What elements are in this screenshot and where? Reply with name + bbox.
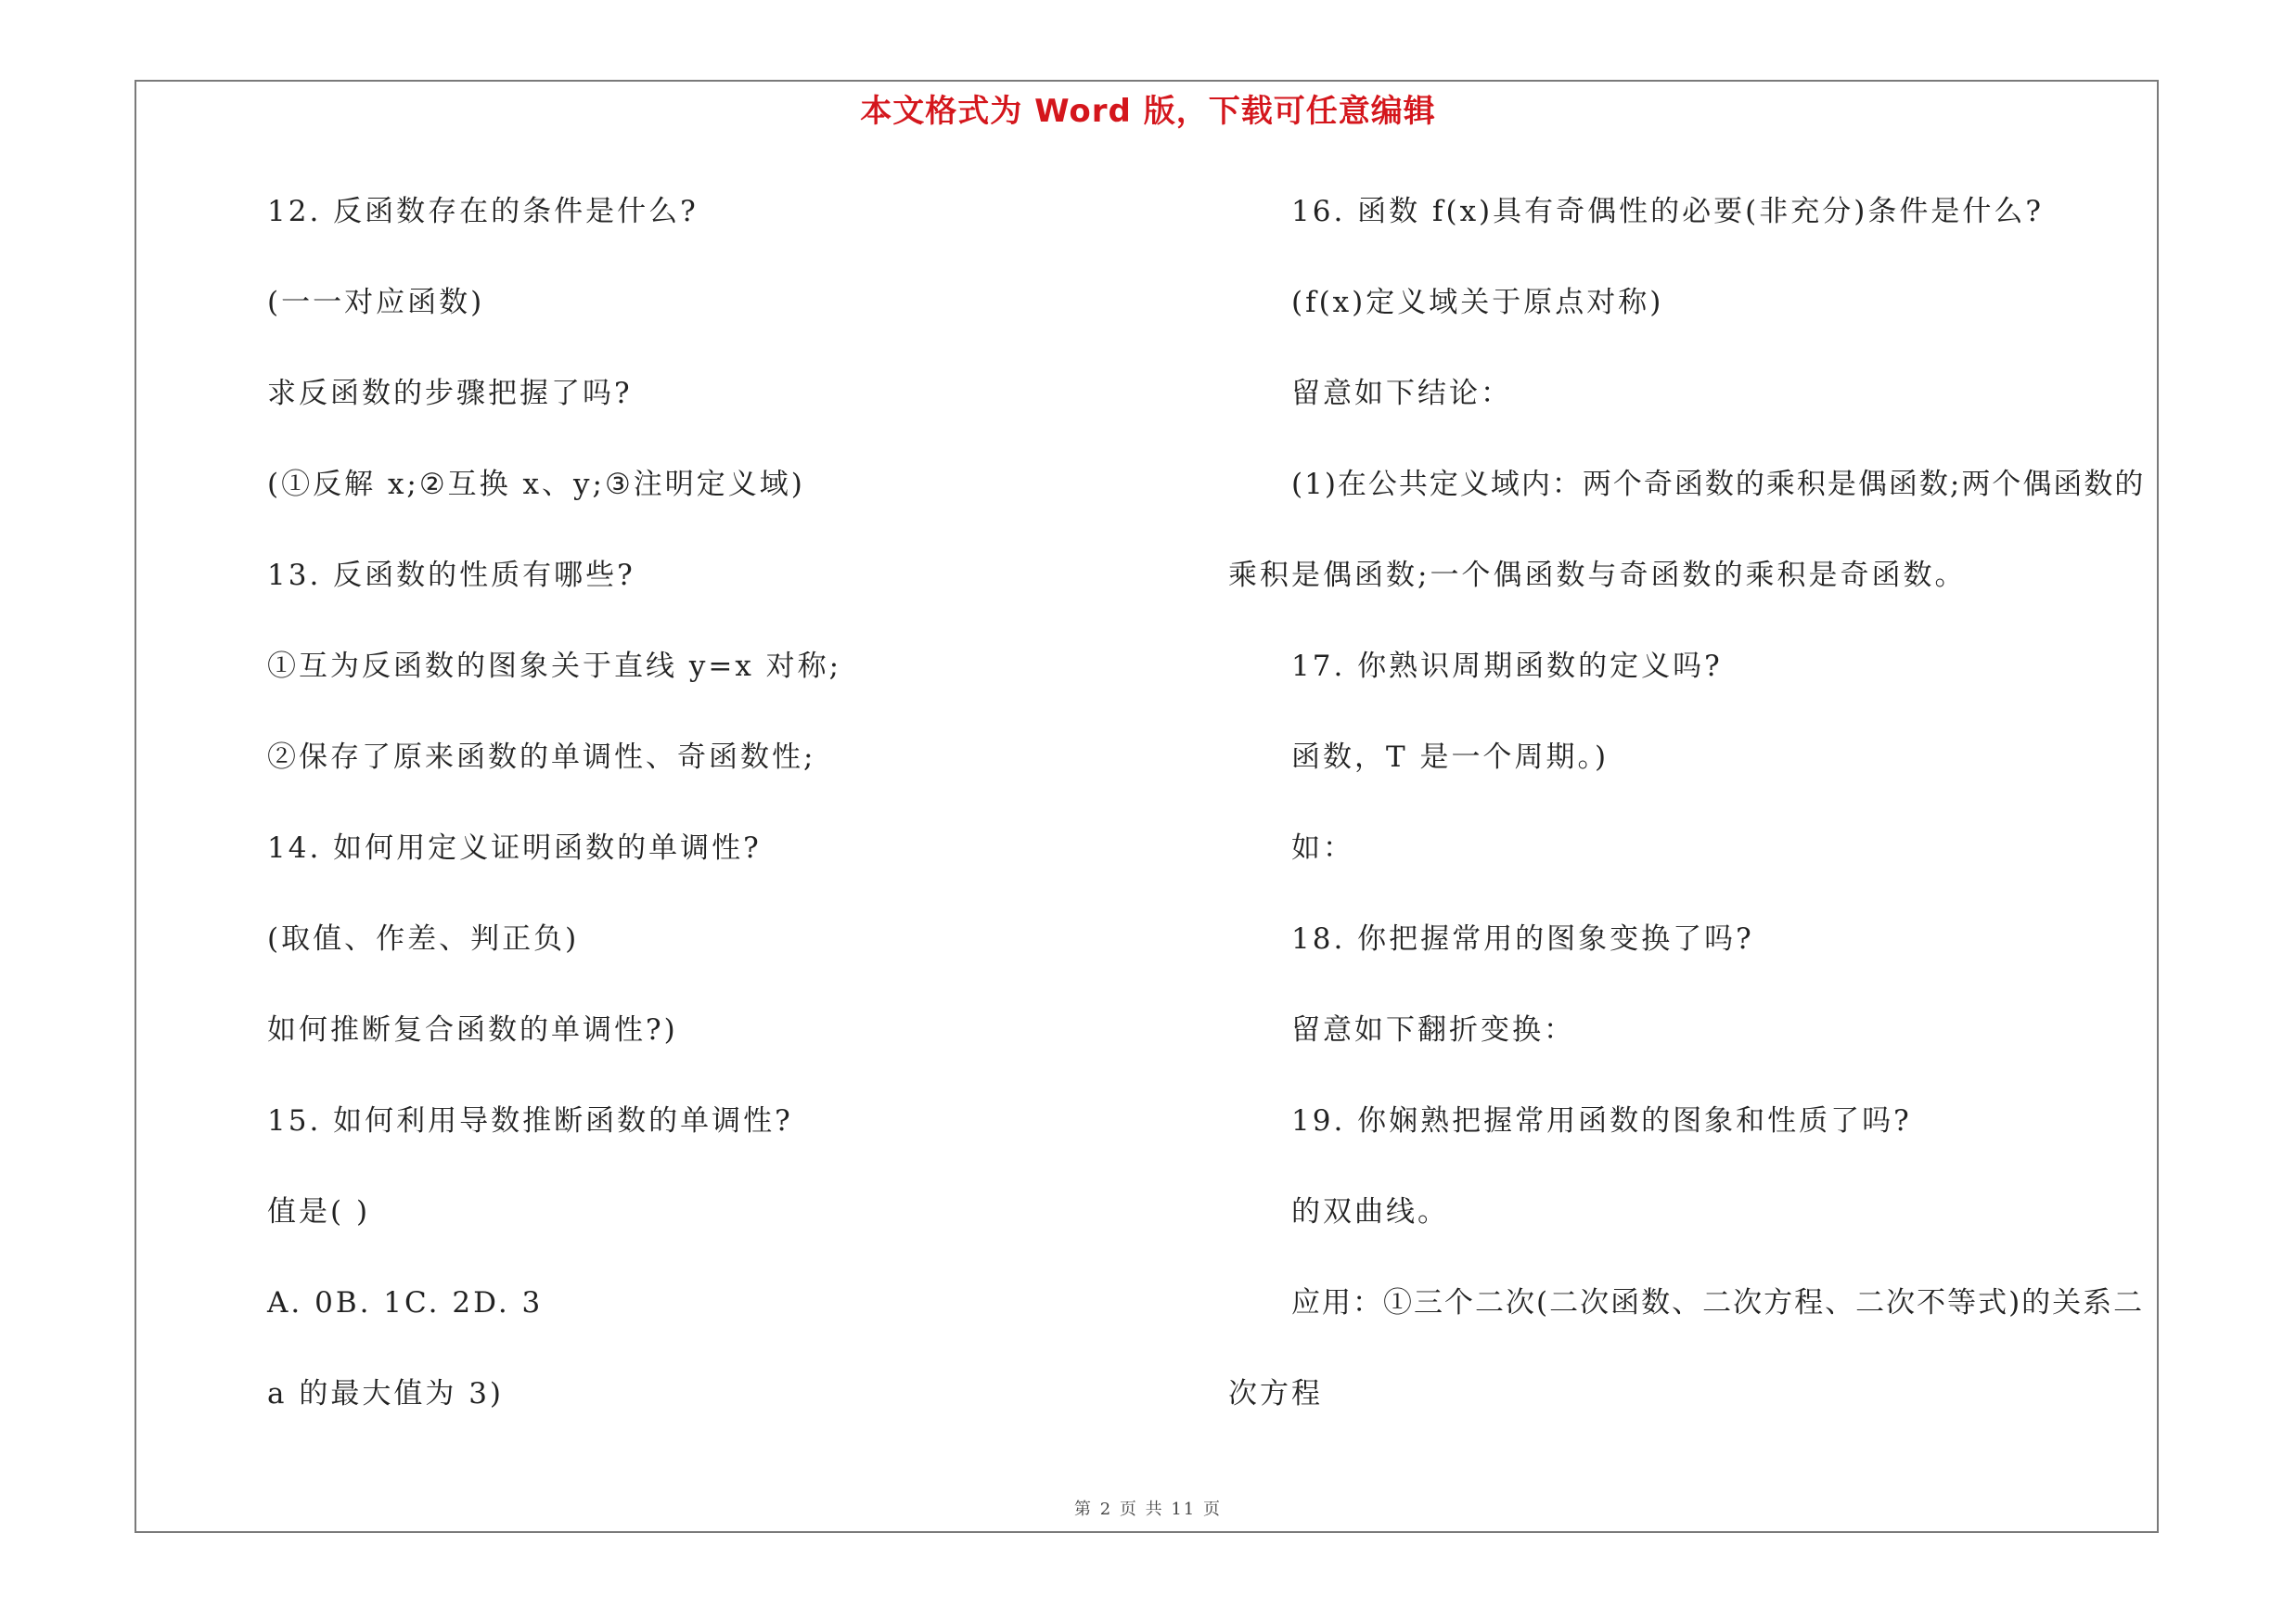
left-line-6: ①互为反函数的图象关于直线 y=x 对称; xyxy=(267,650,842,683)
right-line-1: 16. 函数 f(x)具有奇偶性的必要(非充分)条件是什么? xyxy=(1291,195,2044,228)
left-line-1: 12. 反函数存在的条件是什么? xyxy=(267,195,699,228)
left-line-14: a 的最大值为 3) xyxy=(267,1377,505,1410)
right-line-9: 18. 你把握常用的图象变换了吗? xyxy=(1291,922,1754,956)
right-line-4: (1)在公共定义域内：两个奇函数的乘积是偶函数;两个偶函数的 xyxy=(1291,468,2146,501)
page-number-footer: 第 2 页 共 11 页 xyxy=(1074,1500,1222,1519)
left-line-11: 15. 如何利用导数推断函数的单调性? xyxy=(267,1104,793,1138)
right-line-2: (f(x)定义域关于原点对称) xyxy=(1291,286,1664,319)
left-line-7: ②保存了原来函数的单调性、奇函数性; xyxy=(267,741,816,774)
right-line-14: 次方程 xyxy=(1228,1377,1323,1410)
left-line-9: (取值、作差、判正负) xyxy=(267,922,580,956)
right-line-13: 应用：①三个二次(二次函数、二次方程、二次不等式)的关系二 xyxy=(1291,1286,2145,1320)
left-line-13: A. 0B. 1C. 2D. 3 xyxy=(267,1286,544,1320)
right-line-6: 17. 你熟识周期函数的定义吗? xyxy=(1291,650,1723,683)
right-line-8: 如： xyxy=(1291,831,1354,865)
left-line-8: 14. 如何用定义证明函数的单调性? xyxy=(267,831,762,865)
left-line-3: 求反函数的步骤把握了吗? xyxy=(267,377,633,410)
left-line-2: (一一对应函数) xyxy=(267,286,485,319)
right-line-3: 留意如下结论： xyxy=(1291,377,1512,410)
right-line-12: 的双曲线。 xyxy=(1291,1195,1449,1229)
left-line-5: 13. 反函数的性质有哪些? xyxy=(267,559,635,592)
right-line-10: 留意如下翻折变换： xyxy=(1291,1013,1575,1047)
left-line-12: 值是( ) xyxy=(267,1195,371,1229)
left-line-10: 如何推断复合函数的单调性?) xyxy=(267,1013,678,1047)
document-banner: 本文格式为 Word 版，下载可任意编辑 xyxy=(860,93,1436,130)
right-line-5: 乘积是偶函数;一个偶函数与奇函数的乘积是奇函数。 xyxy=(1228,559,1967,592)
right-line-11: 19. 你娴熟把握常用函数的图象和性质了吗? xyxy=(1291,1104,1912,1138)
right-line-7: 函数，T 是一个周期。) xyxy=(1291,741,1610,774)
left-line-4: (①反解 x;②互换 x、y;③注明定义域) xyxy=(267,468,805,501)
